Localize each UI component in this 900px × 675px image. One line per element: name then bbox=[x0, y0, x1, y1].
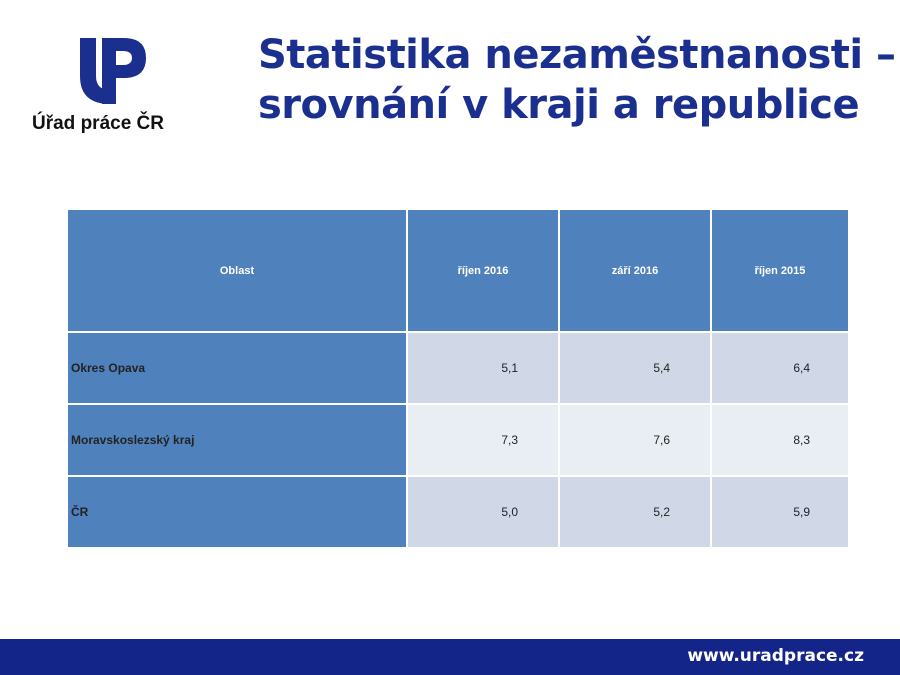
column-header-oct-2015: říjen 2015 bbox=[711, 210, 848, 332]
column-header-oct-2016: říjen 2016 bbox=[407, 210, 559, 332]
table-row bbox=[68, 476, 848, 547]
page-title-line1: Statistika nezaměstnanosti – bbox=[258, 32, 896, 78]
logo-text: Úřad práce ČR bbox=[32, 113, 164, 134]
row-label: Moravskoslezský kraj bbox=[68, 404, 407, 476]
column-header-oblast: Oblast bbox=[68, 210, 407, 332]
table-cell: 6,4 bbox=[711, 332, 848, 404]
table-cell: 7,6 bbox=[559, 404, 711, 476]
row-label: Okres Opava bbox=[68, 332, 407, 404]
table-cell: 5,4 bbox=[559, 332, 711, 404]
table-row bbox=[68, 404, 848, 476]
footer-url[interactable]: www.uradprace.cz bbox=[687, 646, 864, 666]
row-label: ČR bbox=[68, 476, 407, 547]
table-cell: 8,3 bbox=[711, 404, 848, 476]
table-cell: 7,3 bbox=[407, 404, 559, 476]
up-logo-icon bbox=[76, 34, 148, 106]
table-cell: 5,2 bbox=[559, 476, 711, 547]
table-cell: 5,1 bbox=[407, 332, 559, 404]
footer-bar bbox=[0, 639, 900, 675]
page-title-line2: srovnání v kraji a republice bbox=[258, 82, 860, 128]
unemployment-table bbox=[68, 210, 848, 547]
table-cell: 5,0 bbox=[407, 476, 559, 547]
logo bbox=[30, 30, 190, 140]
table-header-row bbox=[68, 210, 848, 332]
table-row bbox=[68, 332, 848, 404]
table-cell: 5,9 bbox=[711, 476, 848, 547]
page-title bbox=[258, 30, 896, 130]
column-header-sep-2016: září 2016 bbox=[559, 210, 711, 332]
